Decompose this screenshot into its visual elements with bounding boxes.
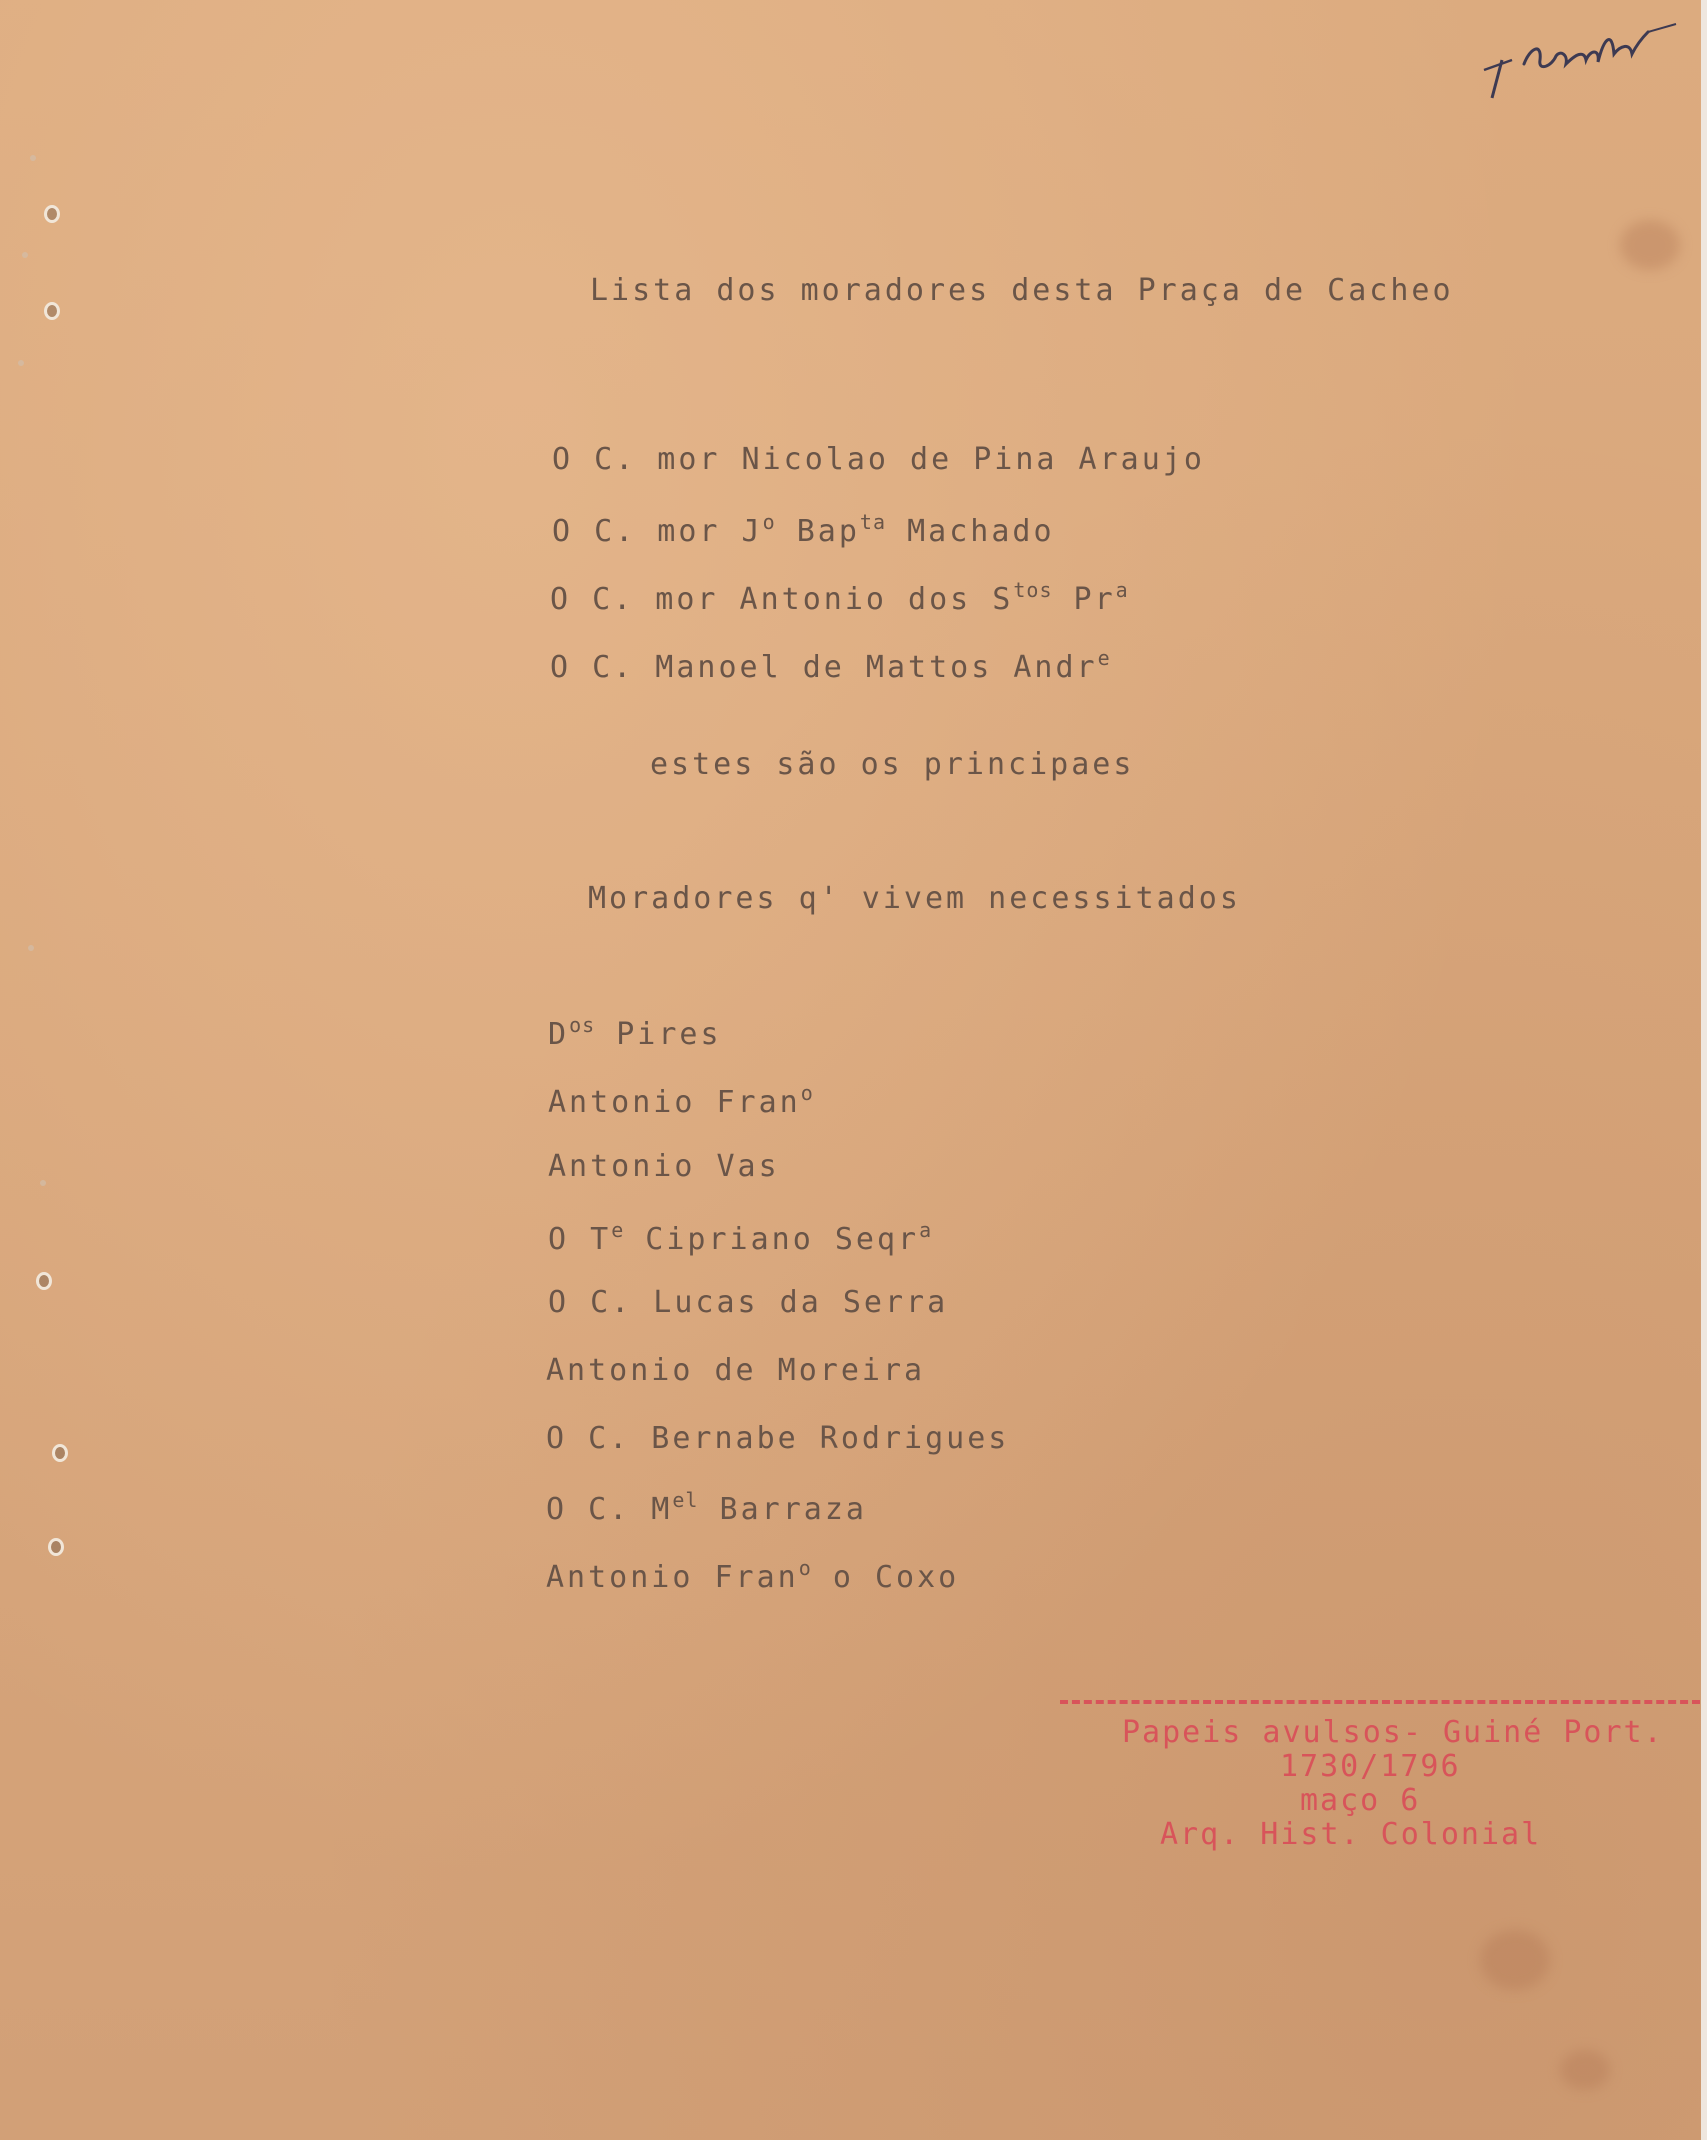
archive-stamp: [1060, 1700, 1700, 1852]
paper-edge: [1701, 0, 1707, 2140]
stamp-line: 1730/1796: [1280, 1749, 1461, 1784]
resident-entry: $D^{os}$ Pires: [548, 1013, 722, 1052]
resident-entry: O C. Manoel de Mattos Andr$^e$: [550, 646, 1111, 685]
resident-entry: O C. Lucas da Serra: [548, 1285, 949, 1320]
paper-stain: [1560, 2050, 1610, 2090]
paper-speck: [22, 252, 28, 258]
stamp-line: maço 6: [1300, 1783, 1421, 1818]
punch-hole: [44, 205, 60, 223]
resident-entry: O C. Bernabe Rodrigues: [546, 1421, 1010, 1456]
document-title: Lista dos moradores desta Praça de Cacheo: [590, 273, 1454, 308]
resident-entry: O C. mor $J^o$ Bap$^{ta}$ Machado: [552, 510, 1055, 549]
principal-note: estes são os principaes: [650, 747, 1135, 782]
stamp-line: Arq. Hist. Colonial: [1160, 1817, 1542, 1852]
punch-hole: [48, 1538, 64, 1556]
resident-entry: O C. $M^{el}$ Barraza: [546, 1488, 867, 1527]
handwritten-signature: [1480, 20, 1680, 100]
punch-hole: [52, 1444, 68, 1462]
resident-entry: O $T^e$ Cipriano Seqr$^a$: [548, 1218, 933, 1257]
section-heading: Moradores q' vivem necessitados: [588, 881, 1241, 916]
stamp-line: Papeis avulsos- Guiné Port.: [1122, 1715, 1664, 1750]
punch-hole: [44, 302, 60, 320]
paper-speck: [28, 945, 34, 951]
paper-speck: [18, 360, 24, 366]
punch-hole: [36, 1272, 52, 1290]
resident-entry: O C. mor Antonio dos $S^{tos}$ Pr$^a$: [550, 578, 1129, 617]
resident-entry: Antonio Fran$^o$: [548, 1081, 814, 1120]
resident-entry: Antonio Fran$^o$ o Coxo: [546, 1556, 960, 1595]
paper-stain: [1620, 220, 1680, 270]
stamp-divider: [1060, 1700, 1700, 1704]
resident-entry: Antonio Vas: [548, 1149, 780, 1184]
paper-speck: [40, 1180, 46, 1186]
resident-entry: O C. mor Nicolao de Pina Araujo: [552, 442, 1205, 477]
resident-entry: Antonio de Moreira: [546, 1353, 926, 1388]
paper-stain: [1480, 1930, 1550, 1990]
paper-speck: [30, 155, 36, 161]
